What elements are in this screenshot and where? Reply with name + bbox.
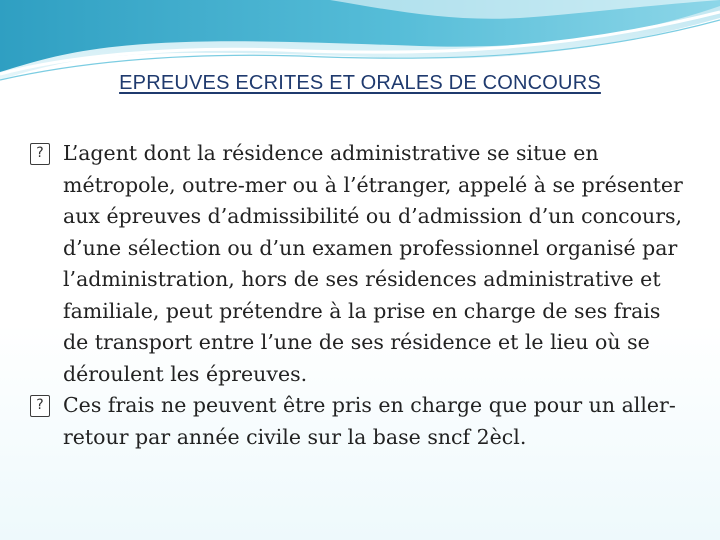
missing-glyph-bullet-icon: ? (30, 143, 50, 165)
slide-title: EPREUVES ECRITES ET ORALES DE CONCOURS (119, 72, 601, 94)
bullet-paragraph-1 (30, 138, 690, 390)
paragraph-text: L’agent dont la résidence administrative se situe en métropole, outre-mer ou à l’étranger, appelé à se présenter aux épreuves d’admissibilité ou d’admission d’un concours, d’une sélection ou d’un examen professionnel organisé par l’administration, hors de ses résidences administrative et familiale, peut prétendre à la prise en charge de ses frais de transport entre l’une de ses résidence et le lieu où se déroulent les épreuves. (63, 141, 683, 386)
slide-body (30, 138, 690, 453)
paragraph-text: Ces frais ne peuvent être pris en charge que pour un aller-retour par année civile sur la base sncf 2ècl. (63, 393, 676, 449)
missing-glyph-bullet-icon: ? (30, 395, 50, 417)
bullet-paragraph-2 (30, 390, 690, 453)
